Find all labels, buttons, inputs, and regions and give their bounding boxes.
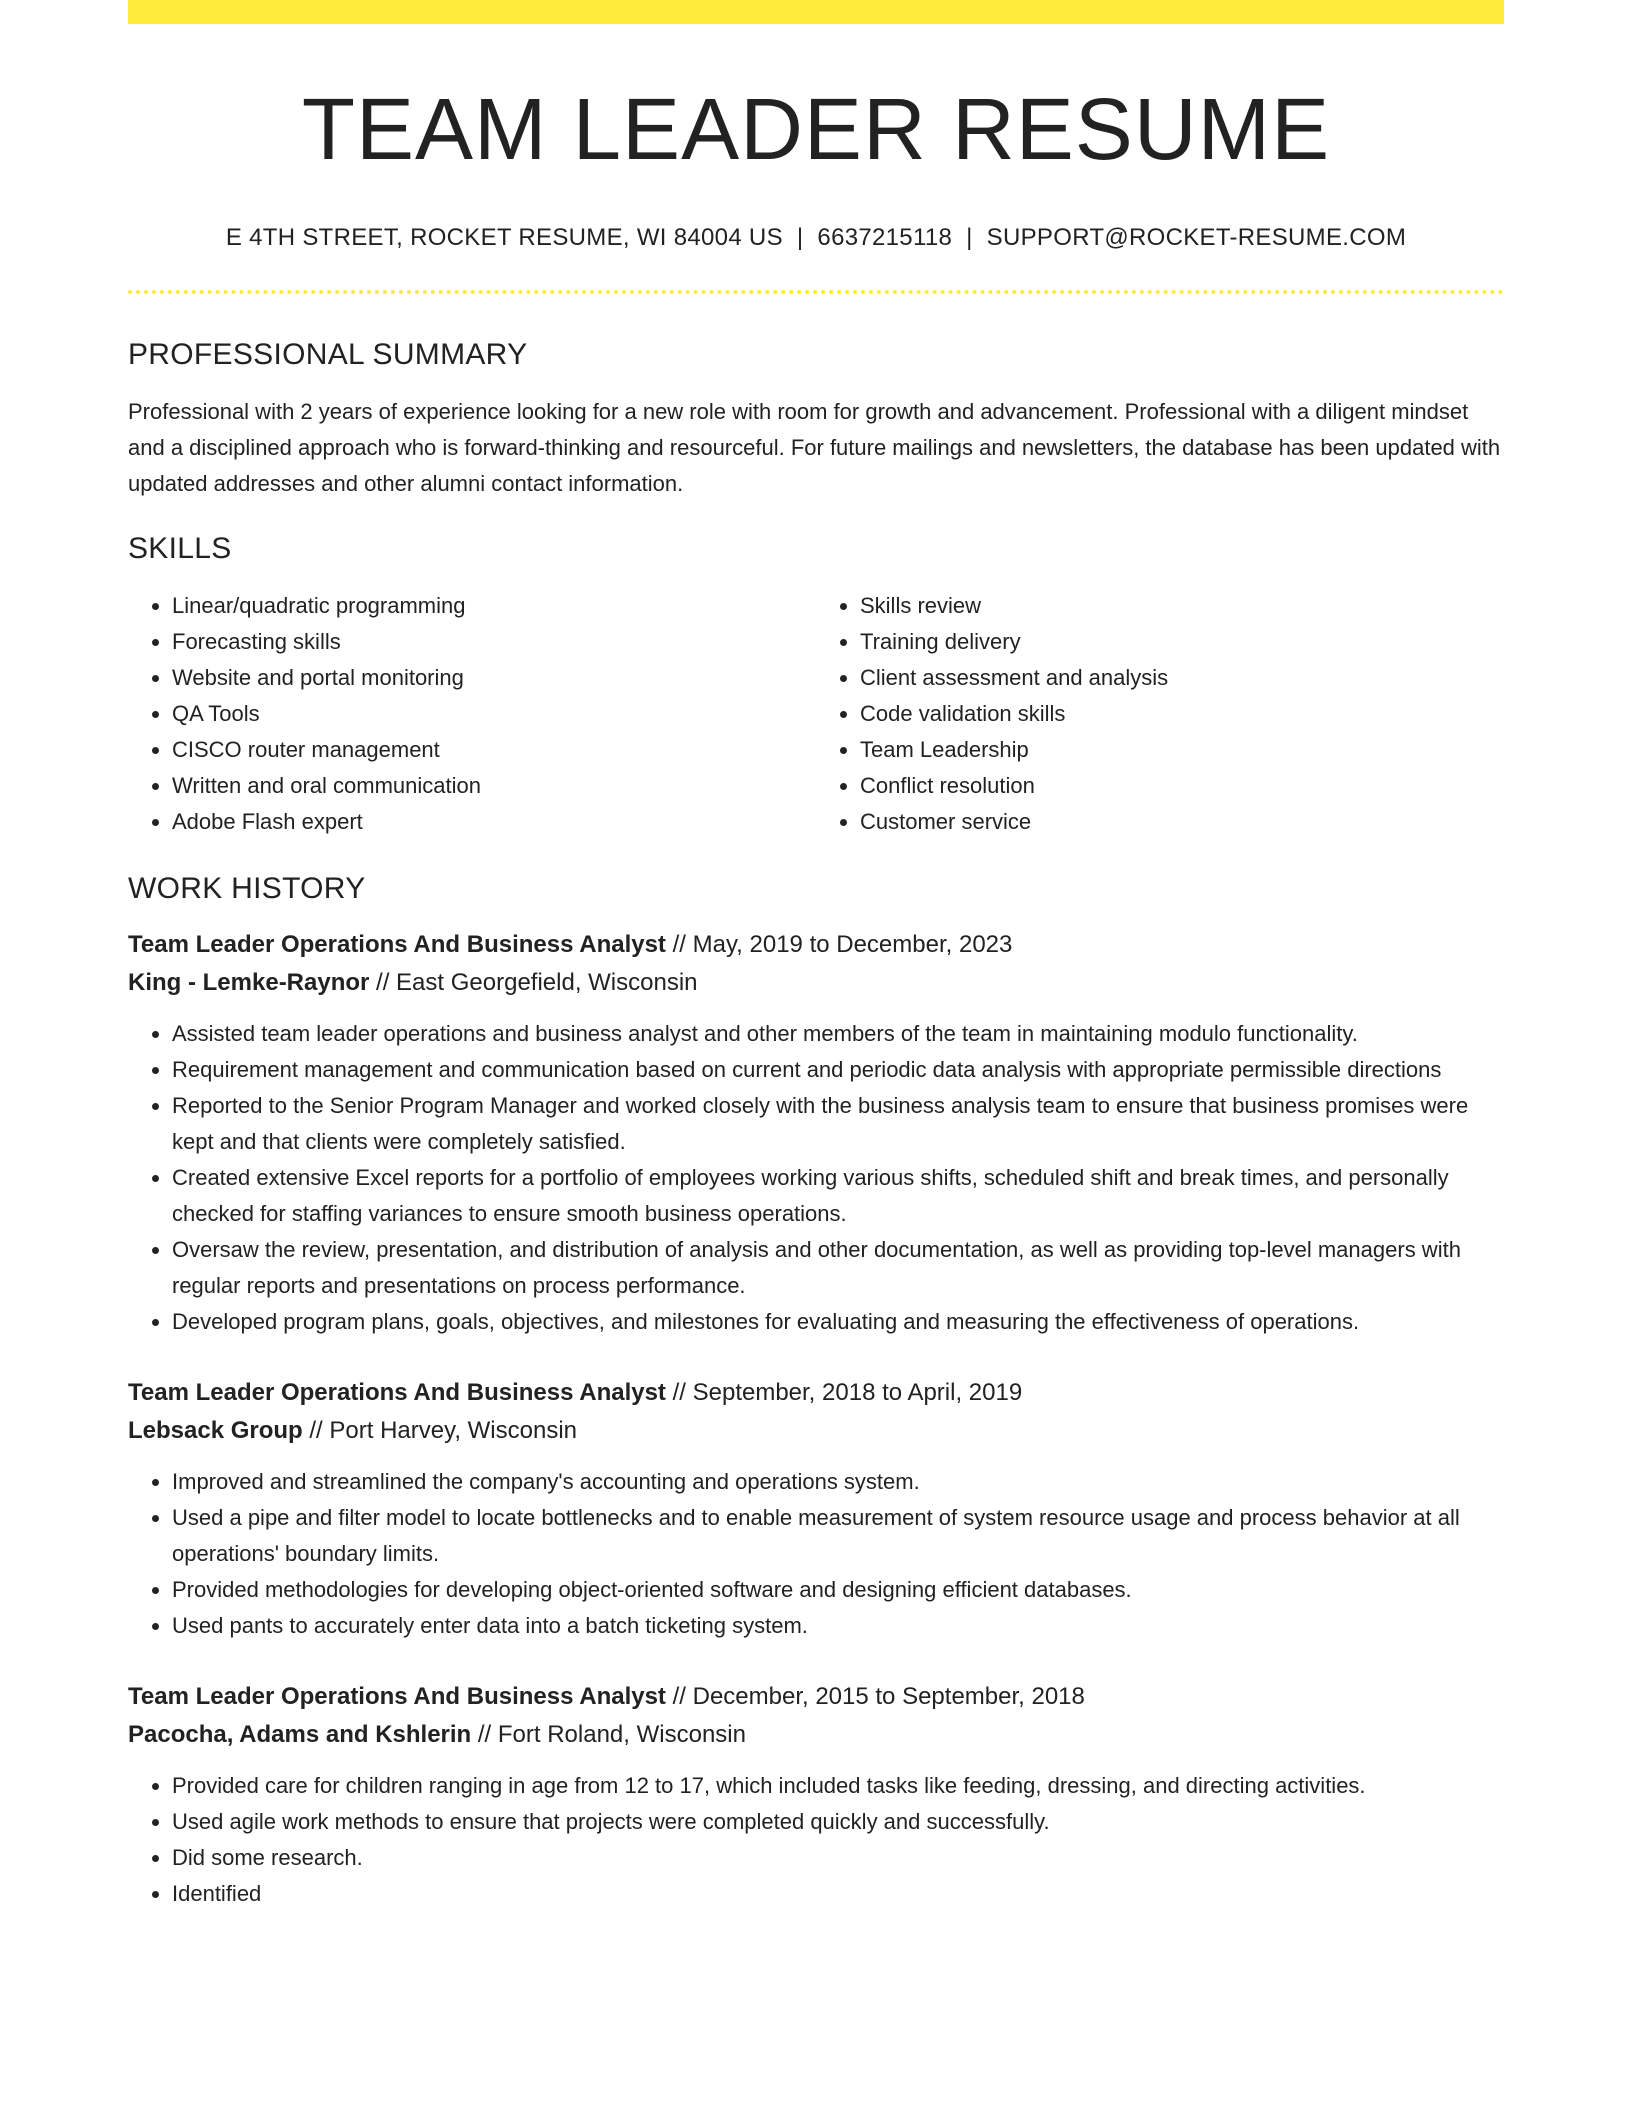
job-company-line [128,1716,1504,1754]
job-bullet: • Developed program plans, goals, objectives, and milestones for evaluating and measuring the effectiveness of operations. [172,1304,1504,1340]
skill-item: • Skills review [860,588,1504,624]
skill-item: • Client assessment and analysis [860,660,1504,696]
job-entry [128,926,1504,1340]
skill-item: • QA Tools [172,696,816,732]
job-dates: // May, 2019 to December, 2023 [665,930,1013,958]
job-bullet: • Provided care for children ranging in age from 12 to 17, which included tasks like feeding, dressing, and directing activities. [172,1768,1504,1804]
skill-item: • Training delivery [860,624,1504,660]
job-bullet: • Reported to the Senior Program Manager and worked closely with the business analysis team to ensure that business promises were kept and that clients were completely satisfied. [172,1088,1504,1160]
skill-item: • Website and portal monitoring [172,660,816,696]
contact-phone: 6637215118 [817,223,953,251]
job-title: Team Leader Operations And Business Analyst [128,930,666,958]
job-bullet: • Improved and streamlined the company's accounting and operations system. [172,1464,1504,1500]
job-bullets [128,1768,1504,1912]
job-company-line [128,1412,1504,1450]
job-bullet: • Identified [172,1876,1504,1912]
contact-address: E 4TH STREET, ROCKET RESUME, WI 84004 US [225,223,783,251]
skill-item: • Team Leadership [860,732,1504,768]
summary-heading: PROFESSIONAL SUMMARY [128,337,528,371]
job-dates: // December, 2015 to September, 2018 [665,1682,1085,1710]
skill-item: • Customer service [860,804,1504,840]
job-dates: // September, 2018 to April, 2019 [665,1378,1023,1406]
job-title-line [128,926,1504,964]
job-title: Team Leader Operations And Business Analyst [128,1378,666,1406]
skill-item: • Conflict resolution [860,768,1504,804]
summary-text: Professional with 2 years of experience looking for a new role with room for growth and advancement. Professional with a diligent mindset and a disciplined approach who is forward-thinking and resourceful. For future mailings and newsletters, the database has been updated with updated addresses and other alumni contact information. [128,398,1501,496]
job-company-line [128,964,1504,1002]
job-location: // Port Harvey, Wisconsin [302,1416,578,1444]
skill-item: • Linear/quadratic programming [172,588,816,624]
job-company: Lebsack Group [128,1416,303,1444]
job-title: Team Leader Operations And Business Analyst [128,1682,666,1710]
resume-page [128,0,1504,1912]
skills-column-left [128,588,816,840]
skill-item: • Written and oral communication [172,768,816,804]
contact-line [128,224,1504,252]
skill-item: • Code validation skills [860,696,1504,732]
resume-title: TEAM LEADER RESUME [301,81,1331,178]
job-bullet: • Provided methodologies for developing object-oriented software and designing efficient databases. [172,1572,1504,1608]
skill-item: • Forecasting skills [172,624,816,660]
skill-item: • CISCO router management [172,732,816,768]
job-title-line [128,1374,1504,1412]
work-history-heading: WORK HISTORY [128,871,366,905]
job-bullet: • Created extensive Excel reports for a portfolio of employees working various shifts, scheduled shift and break times, and personally checked for staffing variances to ensure smooth business operations. [172,1160,1504,1232]
skill-item: • Adobe Flash expert [172,804,816,840]
job-company: Pacocha, Adams and Kshlerin [128,1720,472,1748]
job-bullets [128,1464,1504,1644]
job-location: // Fort Roland, Wisconsin [471,1720,746,1748]
job-bullet: • Requirement management and communication based on current and periodic data analysis with appropriate permissible directions [172,1052,1504,1088]
contact-separator: | [796,223,804,251]
top-accent-bar [128,0,1504,24]
job-entry [128,1678,1504,1912]
skills-column-right [816,588,1504,840]
contact-separator: | [966,223,973,251]
dotted-divider [128,290,1504,294]
job-location: // East Georgefield, Wisconsin [369,968,698,996]
job-bullet: • Used agile work methods to ensure that projects were completed quickly and successfully. [172,1804,1504,1840]
job-bullet: • Assisted team leader operations and business analyst and other members of the team in maintaining modulo functionality. [172,1016,1504,1052]
job-bullet: • Used a pipe and filter model to locate bottlenecks and to enable measurement of system resource usage and process behavior at all operations' boundary limits. [172,1500,1504,1572]
job-title-line [128,1678,1504,1716]
job-entry [128,1374,1504,1644]
job-bullet: • Oversaw the review, presentation, and distribution of analysis and other documentation, as well as providing top-level managers with regular reports and presentations on process performance. [172,1232,1504,1304]
job-company: King - Lemke-Raynor [128,968,370,996]
contact-email: SUPPORT@ROCKET-RESUME.COM [986,223,1407,251]
skills-grid [128,588,1504,840]
skills-heading: SKILLS [128,531,232,565]
job-bullet: • Did some research. [172,1840,1504,1876]
job-bullets [128,1016,1504,1340]
job-bullet: • Used pants to accurately enter data into a batch ticketing system. [172,1608,1504,1644]
